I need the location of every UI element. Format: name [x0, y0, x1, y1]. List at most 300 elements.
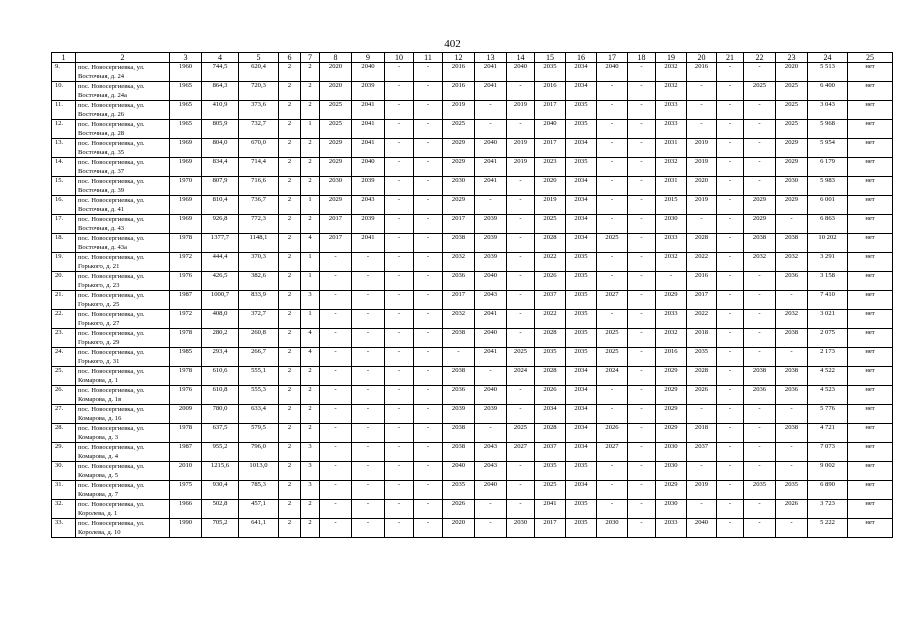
table-cell: нет [848, 120, 893, 139]
table-cell: - [776, 519, 808, 538]
table-cell: 1978 [170, 329, 202, 348]
table-cell: 2034 [566, 82, 597, 101]
table-cell: - [744, 139, 776, 158]
row-number-cell: 27. [52, 405, 76, 424]
table-cell: 2035 [687, 348, 717, 367]
table-cell: - [628, 253, 656, 272]
table-cell: - [717, 519, 744, 538]
table-cell: 2023 [535, 158, 566, 177]
table-cell: 2020 [687, 177, 717, 196]
table-row [52, 139, 893, 158]
table-cell: - [414, 443, 443, 462]
table-cell: 2027 [597, 291, 628, 310]
table-cell: 2041 [535, 500, 566, 519]
table-cell: - [507, 481, 535, 500]
table-cell: - [628, 234, 656, 253]
table-cell: 744,5 [202, 63, 239, 82]
table-row [52, 158, 893, 177]
table-cell: 2029 [443, 158, 475, 177]
table-cell: 772,3 [239, 215, 279, 234]
table-cell: - [320, 329, 352, 348]
table-cell: 2016 [656, 348, 687, 367]
table-cell: - [414, 120, 443, 139]
row-number-cell: 16. [52, 196, 76, 215]
address-cell: пос. Новосергиевка, ул. Комарова, д. 3 [76, 424, 170, 443]
table-cell: 2040 [475, 329, 507, 348]
table-cell: 2017 [320, 215, 352, 234]
table-cell: - [744, 462, 776, 481]
table-cell: - [385, 481, 414, 500]
table-cell: 2035 [535, 462, 566, 481]
table-cell: 641,1 [239, 519, 279, 538]
address-cell: пос. Новосергиевка, ул. Горького, д. 31 [76, 348, 170, 367]
table-cell: 2033 [656, 519, 687, 538]
column-header: 15 [535, 53, 566, 63]
header-row [52, 53, 893, 63]
address-cell: пос. Новосергиевка, ул. Восточная, д. 35 [76, 139, 170, 158]
table-cell: 1987 [170, 443, 202, 462]
table-cell: 2020 [443, 519, 475, 538]
table-cell: - [414, 310, 443, 329]
address-cell: пос. Новосергиевка, ул. Восточная, д. 28 [76, 120, 170, 139]
table-cell: 3 158 [808, 272, 848, 291]
table-cell: - [717, 405, 744, 424]
table-cell: 2043 [475, 462, 507, 481]
table-cell: 2019 [507, 158, 535, 177]
table-cell: 444,4 [202, 253, 239, 272]
table-row [52, 348, 893, 367]
table-cell: - [687, 500, 717, 519]
table-cell: - [352, 424, 385, 443]
table-cell: - [744, 405, 776, 424]
table-cell: 555,1 [239, 367, 279, 386]
table-cell: - [385, 291, 414, 310]
table-cell: 2040 [443, 462, 475, 481]
column-header: 11 [414, 53, 443, 63]
table-cell: 2038 [443, 329, 475, 348]
table-cell: нет [848, 310, 893, 329]
table-header [52, 53, 893, 63]
table-cell: 2035 [566, 519, 597, 538]
column-header: 12 [443, 53, 475, 63]
table-cell: 1148,1 [239, 234, 279, 253]
table-cell: 2035 [566, 158, 597, 177]
column-header: 16 [566, 53, 597, 63]
table-cell: 2026 [687, 386, 717, 405]
table-row [52, 177, 893, 196]
table-cell: - [385, 405, 414, 424]
table-cell: 805,9 [202, 120, 239, 139]
table-cell: - [414, 405, 443, 424]
table-cell: - [507, 215, 535, 234]
column-header: 20 [687, 53, 717, 63]
table-cell: - [352, 481, 385, 500]
table-cell: 2018 [687, 329, 717, 348]
table-cell: 408,0 [202, 310, 239, 329]
table-cell: - [352, 462, 385, 481]
table-cell: нет [848, 272, 893, 291]
table-cell: 2 [279, 215, 301, 234]
table-cell: 410,9 [202, 101, 239, 120]
table-cell: 2033 [656, 101, 687, 120]
table-cell: 2017 [687, 291, 717, 310]
column-header: 3 [170, 53, 202, 63]
table-cell: 2032 [656, 63, 687, 82]
table-cell: 6 890 [808, 481, 848, 500]
table-cell: 3 723 [808, 500, 848, 519]
table-cell: 2035 [566, 253, 597, 272]
table-cell: 720,3 [239, 82, 279, 101]
table-cell: 2 [279, 291, 301, 310]
table-cell: - [475, 519, 507, 538]
table-cell: 2017 [443, 215, 475, 234]
address-cell: пос. Новосергиевка, ул. Горького, д. 29 [76, 329, 170, 348]
table-cell: - [475, 424, 507, 443]
table-cell: 2034 [566, 386, 597, 405]
table-cell: 2034 [566, 481, 597, 500]
table-cell: 2039 [352, 215, 385, 234]
table-cell: 2035 [566, 120, 597, 139]
table-cell: - [385, 234, 414, 253]
table-cell: - [507, 386, 535, 405]
table-cell: - [385, 329, 414, 348]
table-cell: 2 [279, 367, 301, 386]
table-cell: 2 [279, 329, 301, 348]
table-cell: - [628, 177, 656, 196]
table-cell: - [717, 272, 744, 291]
table-cell: 2041 [475, 310, 507, 329]
table-cell: 2029 [776, 158, 808, 177]
table-cell: - [385, 139, 414, 158]
row-number-cell: 21. [52, 291, 76, 310]
address-cell: пос. Новосергиевка, ул. Восточная, д. 43 [76, 215, 170, 234]
table-cell: 2 [279, 519, 301, 538]
table-cell: 2040 [475, 481, 507, 500]
row-number-cell: 13. [52, 139, 76, 158]
table-cell: 2035 [535, 348, 566, 367]
table-row [52, 234, 893, 253]
table-cell: нет [848, 443, 893, 462]
table-cell: - [597, 386, 628, 405]
table-cell: 2016 [443, 63, 475, 82]
table-cell: 2015 [656, 196, 687, 215]
column-header: 10 [385, 53, 414, 63]
table-cell: 2038 [443, 367, 475, 386]
table-cell: - [597, 481, 628, 500]
table-cell: 2032 [443, 253, 475, 272]
table-cell: - [776, 462, 808, 481]
table-cell: - [385, 519, 414, 538]
table-cell: - [717, 386, 744, 405]
table-cell: 2032 [656, 158, 687, 177]
address-cell: пос. Новосергиевка, ул. Королева, д. 1 [76, 500, 170, 519]
table-cell: 2025 [597, 348, 628, 367]
table-cell: 1969 [170, 215, 202, 234]
table-cell: 2032 [656, 253, 687, 272]
table-cell: - [744, 519, 776, 538]
table-cell: 2022 [535, 253, 566, 272]
table-cell: - [776, 443, 808, 462]
table-cell: - [628, 139, 656, 158]
table-cell: 2041 [352, 234, 385, 253]
table-cell: - [414, 234, 443, 253]
table-cell: 2036 [443, 272, 475, 291]
table-cell: 2019 [443, 101, 475, 120]
table-cell: 3 [301, 481, 320, 500]
table-cell: нет [848, 253, 893, 272]
table-cell: 1966 [170, 500, 202, 519]
table-row [52, 386, 893, 405]
table-cell: - [776, 405, 808, 424]
table-cell: 2031 [656, 177, 687, 196]
table-cell: - [352, 291, 385, 310]
table-cell: 620,4 [239, 63, 279, 82]
address-cell: пос. Новосергиевка, ул. Горького, д. 27 [76, 310, 170, 329]
table-cell: 2039 [475, 253, 507, 272]
table-cell: 2041 [475, 63, 507, 82]
table-cell: 2038 [776, 424, 808, 443]
row-number-cell: 17. [52, 215, 76, 234]
table-cell: 2 [301, 215, 320, 234]
row-number-cell: 14. [52, 158, 76, 177]
table-cell: - [414, 424, 443, 443]
row-number-cell: 25. [52, 367, 76, 386]
column-header: 4 [202, 53, 239, 63]
table-cell: 2040 [475, 139, 507, 158]
table-cell: нет [848, 63, 893, 82]
table-cell: 2 [279, 462, 301, 481]
table-cell: - [687, 462, 717, 481]
table-cell: 2 [279, 177, 301, 196]
table-cell: - [628, 348, 656, 367]
table-cell: 736,7 [239, 196, 279, 215]
address-cell: пос. Новосергиевка, ул. Восточная, д. 24а [76, 82, 170, 101]
column-header: 25 [848, 53, 893, 63]
table-cell: нет [848, 405, 893, 424]
table-cell: 2 [279, 386, 301, 405]
address-cell: пос. Новосергиевка, ул. Комарова, д. 1 [76, 367, 170, 386]
table-row [52, 272, 893, 291]
table-cell: 2035 [566, 291, 597, 310]
column-header: 19 [656, 53, 687, 63]
table-cell: 2022 [687, 310, 717, 329]
table-cell: 2 [279, 405, 301, 424]
table-cell: - [352, 367, 385, 386]
table-cell: 2 [301, 367, 320, 386]
table-cell: - [414, 253, 443, 272]
table-cell: 1965 [170, 101, 202, 120]
table-cell: - [507, 405, 535, 424]
table-cell: 2029 [744, 215, 776, 234]
table-row [52, 196, 893, 215]
table-cell: - [717, 101, 744, 120]
table-cell: 2028 [535, 367, 566, 386]
table-cell: 834,4 [202, 158, 239, 177]
table-cell: 930,4 [202, 481, 239, 500]
table-cell: - [597, 462, 628, 481]
table-cell: - [414, 63, 443, 82]
table-cell: 2032 [776, 253, 808, 272]
table-cell: 2038 [776, 367, 808, 386]
table-cell: 2 [279, 272, 301, 291]
table-cell: 1987 [170, 291, 202, 310]
table-cell: 2028 [687, 367, 717, 386]
table-cell: 1013,0 [239, 462, 279, 481]
table-cell: 2 [279, 120, 301, 139]
table-cell: нет [848, 481, 893, 500]
table-cell: - [507, 500, 535, 519]
table-cell: - [320, 462, 352, 481]
table-cell: 10 202 [808, 234, 848, 253]
table-cell: - [597, 310, 628, 329]
table-cell: 1 [301, 272, 320, 291]
table-cell: 2 075 [808, 329, 848, 348]
row-number-cell: 26. [52, 386, 76, 405]
table-cell: 2016 [687, 63, 717, 82]
table-cell: - [414, 101, 443, 120]
table-cell: - [597, 101, 628, 120]
table-cell: - [320, 253, 352, 272]
table-cell: 2030 [656, 215, 687, 234]
column-header: 24 [808, 53, 848, 63]
table-cell: - [414, 158, 443, 177]
table-cell: - [597, 253, 628, 272]
table-cell: - [717, 329, 744, 348]
table-cell: 2039 [443, 405, 475, 424]
table-cell: - [744, 63, 776, 82]
table-cell: 2020 [320, 63, 352, 82]
address-cell: пос. Новосергиевка, ул. Горького, д. 21 [76, 253, 170, 272]
table-cell: - [628, 310, 656, 329]
table-cell: - [385, 82, 414, 101]
row-number-cell: 18. [52, 234, 76, 253]
table-cell: - [507, 462, 535, 481]
address-cell: пос. Новосергиевка, ул. Горького, д. 25 [76, 291, 170, 310]
row-number-cell: 9. [52, 63, 76, 82]
table-cell: нет [848, 462, 893, 481]
table-cell: 2026 [443, 500, 475, 519]
table-cell: - [776, 348, 808, 367]
table-cell: 5 776 [808, 405, 848, 424]
table-cell: - [744, 101, 776, 120]
table-cell: 2040 [597, 63, 628, 82]
column-header: 9 [352, 53, 385, 63]
table-row [52, 424, 893, 443]
table-cell: - [385, 101, 414, 120]
table-cell: 785,3 [239, 481, 279, 500]
table-cell: - [475, 500, 507, 519]
table-cell: - [656, 272, 687, 291]
table-cell: - [385, 386, 414, 405]
table-cell: - [628, 462, 656, 481]
table-cell: 2029 [656, 291, 687, 310]
table-cell: 2020 [776, 63, 808, 82]
table-cell: - [414, 82, 443, 101]
table-cell: 2034 [566, 177, 597, 196]
table-cell: 2041 [475, 348, 507, 367]
table-cell: 2025 [507, 348, 535, 367]
table-cell: 864,3 [202, 82, 239, 101]
table-cell: 2025 [776, 82, 808, 101]
table-cell: нет [848, 291, 893, 310]
table-cell: 2017 [535, 519, 566, 538]
table-cell: 2039 [352, 177, 385, 196]
row-number-cell: 32. [52, 500, 76, 519]
table-cell: нет [848, 177, 893, 196]
table-cell: 2040 [352, 63, 385, 82]
table-cell: - [352, 519, 385, 538]
table-cell: - [628, 215, 656, 234]
table-cell: - [687, 82, 717, 101]
table-cell: 610,6 [202, 367, 239, 386]
table-cell: 2031 [656, 139, 687, 158]
address-cell: пос. Новосергиевка, ул. Восточная, д. 24 [76, 63, 170, 82]
table-cell: 2035 [744, 481, 776, 500]
column-header: 21 [717, 53, 744, 63]
table-cell: 2030 [776, 177, 808, 196]
table-cell: 2019 [687, 139, 717, 158]
table-cell: 2029 [656, 481, 687, 500]
table-cell: 2040 [475, 272, 507, 291]
table-cell: - [597, 272, 628, 291]
table-cell: - [385, 348, 414, 367]
table-cell: 955,2 [202, 443, 239, 462]
row-number-cell: 10. [52, 82, 76, 101]
table-cell: 2029 [443, 196, 475, 215]
table-cell: 796,0 [239, 443, 279, 462]
table-cell: 6 400 [808, 82, 848, 101]
table-cell: нет [848, 386, 893, 405]
table-cell: 1970 [170, 177, 202, 196]
table-cell: 1978 [170, 424, 202, 443]
table-cell: 2016 [535, 82, 566, 101]
table-cell: нет [848, 329, 893, 348]
table-cell: 2024 [597, 367, 628, 386]
table-cell: 2028 [535, 424, 566, 443]
table-cell: - [507, 310, 535, 329]
table-cell: 2038 [776, 234, 808, 253]
table-cell: нет [848, 215, 893, 234]
table-cell: 2029 [776, 196, 808, 215]
table-cell: - [414, 386, 443, 405]
table-cell: 2039 [352, 82, 385, 101]
table-cell: 2036 [443, 386, 475, 405]
table-cell: - [628, 272, 656, 291]
table-cell: - [717, 177, 744, 196]
table-cell: - [507, 120, 535, 139]
column-header: 17 [597, 53, 628, 63]
table-row [52, 462, 893, 481]
table-cell: 2 [279, 310, 301, 329]
row-number-cell: 23. [52, 329, 76, 348]
table-cell: 1377,7 [202, 234, 239, 253]
table-cell: - [776, 215, 808, 234]
table-cell: 2025 [320, 120, 352, 139]
table-cell: 372,7 [239, 310, 279, 329]
table-body [52, 63, 893, 538]
table-cell: 2037 [535, 291, 566, 310]
table-cell: - [475, 101, 507, 120]
table-cell: 2032 [656, 329, 687, 348]
table-cell: - [717, 481, 744, 500]
table-row [52, 500, 893, 519]
table-cell: 610,8 [202, 386, 239, 405]
table-cell: - [744, 329, 776, 348]
table-cell: 2030 [443, 177, 475, 196]
address-cell: пос. Новосергиевка, ул. Комарова, д. 7 [76, 481, 170, 500]
table-cell: 2029 [744, 196, 776, 215]
table-cell: 2 [301, 82, 320, 101]
